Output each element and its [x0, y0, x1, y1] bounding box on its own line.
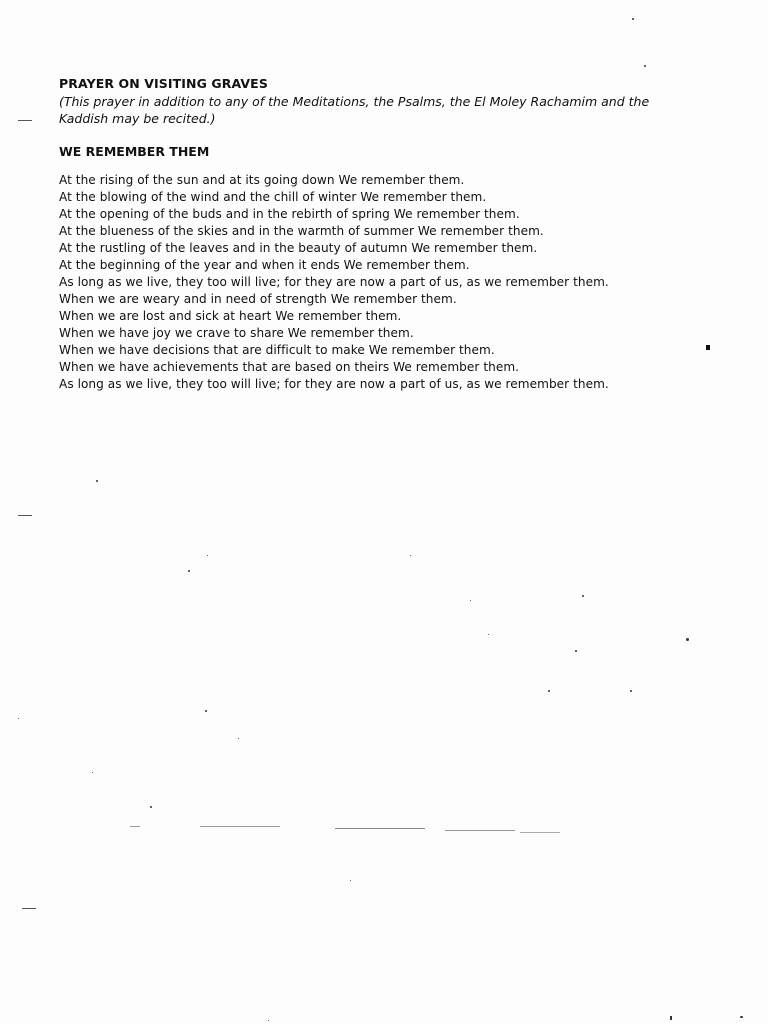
- prayer-line: When we are lost and sick at heart We remember them.: [59, 309, 402, 323]
- scan-dash: [18, 120, 32, 121]
- prayer-line: At the opening of the buds and in the rebirth of spring We remember them.: [59, 207, 520, 221]
- section-heading: WE REMEMBER THEM: [59, 144, 210, 159]
- scan-speck: [548, 690, 550, 692]
- scan-speck: [350, 880, 351, 881]
- scan-speck: [150, 806, 152, 808]
- scan-speck: [207, 555, 208, 556]
- prayer-line: At the blowing of the wind and the chill of winter We remember them.: [59, 190, 487, 204]
- scan-speck: [96, 480, 98, 482]
- scan-speck: [92, 772, 93, 773]
- prayer-line: When we have achievements that are based on theirs We remember them.: [59, 360, 520, 374]
- scan-speck: [632, 18, 634, 20]
- scan-speck: [686, 638, 689, 641]
- scan-speck: [575, 650, 577, 652]
- scan-speck: [470, 600, 471, 601]
- prayer-line: When we have joy we crave to share We remember them.: [59, 326, 414, 340]
- scan-dash: [22, 908, 36, 909]
- prayer-line: At the rising of the sun and at its going down We remember them.: [59, 173, 465, 187]
- scan-speck: [18, 718, 19, 719]
- scan-speck: [188, 570, 190, 572]
- prayer-line: When we have decisions that are difficult to make We remember them.: [59, 343, 495, 357]
- scan-speck: [488, 634, 489, 635]
- prayer-lines: [59, 172, 719, 393]
- prayer-line: When we are weary and in need of strength We remember them.: [59, 292, 457, 306]
- prayer-line: At the rustling of the leaves and in the beauty of autumn We remember them.: [59, 241, 538, 255]
- prayer-line: As long as we live, they too will live; for they are now a part of us, as we remember them.: [59, 377, 609, 391]
- scan-dash: [520, 832, 560, 833]
- prayer-line: At the beginning of the year and when it ends We remember them.: [59, 258, 470, 272]
- scan-mark: [706, 345, 710, 350]
- subtitle-line-1: (This prayer in addition to any of the Meditations, the Psalms, the El Moley Rachamim and the: [59, 94, 650, 109]
- subtitle-line-2: Kaddish may be recited.): [59, 111, 216, 126]
- page-title: PRAYER ON VISITING GRAVES: [59, 76, 268, 91]
- scan-speck: [582, 595, 584, 597]
- scan-dash: [130, 826, 140, 827]
- scan-speck: [205, 710, 207, 712]
- scan-speck: [238, 738, 239, 739]
- scan-dash: [335, 828, 425, 829]
- scan-speck: [670, 1016, 672, 1020]
- page-subtitle: [59, 93, 719, 127]
- scan-dash: [18, 515, 32, 516]
- scan-speck: [630, 690, 632, 692]
- scan-speck: [268, 1020, 269, 1021]
- scan-speck: [644, 65, 646, 67]
- scan-dash: [200, 826, 280, 827]
- scan-speck: [410, 555, 411, 556]
- scan-dash: [445, 830, 515, 831]
- prayer-line: As long as we live, they too will live; for they are now a part of us, as we remember them.: [59, 275, 609, 289]
- scan-speck: [740, 1016, 743, 1018]
- prayer-line: At the blueness of the skies and in the warmth of summer We remember them.: [59, 224, 544, 238]
- document-body: [59, 76, 719, 393]
